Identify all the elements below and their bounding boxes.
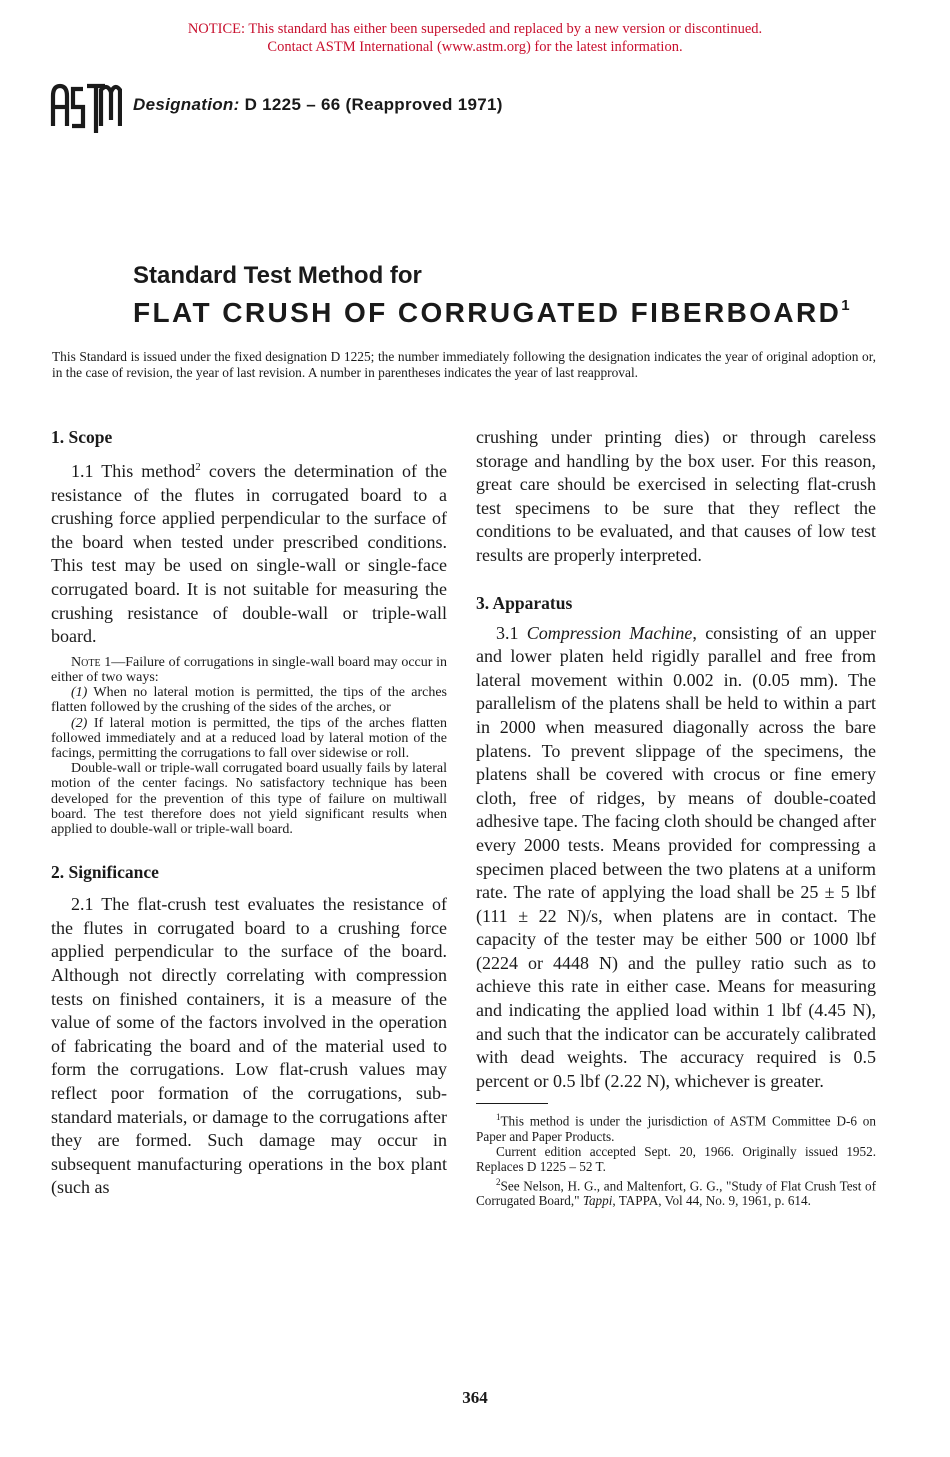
scope-p1-b: covers the determination of the resistance of the flutes in corrugated board to a crushing force applied perpendicular to the surface of the board when tested under prescribed conditions. This test may be used on single-wall or single-face corrugated board. It is not suitable for measuring the crushing resistance of double-wall or triple-wall board. xyxy=(51,461,448,647)
designation-value: D 1225 – 66 (Reapproved 1971) xyxy=(244,95,503,114)
title-main: FLAT CRUSH OF CORRUGATED FIBERBOARD xyxy=(133,297,842,328)
designation xyxy=(133,95,503,115)
title-footnote-mark: 1 xyxy=(841,297,850,314)
significance-paragraph: 2.1 The flat-crush test evaluates the resistance of the flutes in corrugated board to a crushing force applied perpendicular to the surface of the board. Although not directly correlating with compression tests on finished containers, it is a measure of the value of some of the factors involved in the operation of fabricating the board and of the material used to form the corrugations. Low flat-crush values may reflect poor formation of the corrugations, sub-standard materials, or damage to the corrugations after they are formed. Such damage may occur in subsequent manufacturing operations in the box plant (such as xyxy=(51,894,447,1198)
note-label: Note 1 xyxy=(71,654,112,670)
note-intro-text: —Failure of corrugations in single-wall board may occur in either of two ways: xyxy=(51,654,447,685)
note-item-1-text: When no lateral motion is permitted, the tips of the arches flatten followed by the crushing of the sides of the arches, or xyxy=(51,685,447,716)
footnote-2-journal: Tappi xyxy=(582,1193,613,1209)
footnote-1-mark: 1 xyxy=(496,1112,501,1123)
apparatus-body: , consisting of an upper and lower platen held rigidly parallel and free from lateral movement within 0.002 in. (0.05 mm). The parallelism of the platens shall be held to within a part in 2000 when measured diagonally across the bare platens. To prevent slippage of the specimens, the platens shall be covered with crocus or fine emery cloth, free of ridges, by means of double-coated adhesive tape. The facing cloth should be changed after every 2000 tests. Means provided for compressing a specimen placed between the two platens at a uniform rate. The rate of applying the load shall be 25 ± 5 lbf (111 ± 22 N)/s, when platens are in contact. The capacity of the tester may be either 500 or 1000 lbf (2224 or 4448 N) and the pulley ratio such as to achieve this rate in either case. Means for measuring and indicating the applied load within 1 lbf (4.45 N), and such that the indicator can be accurately calibrated with dead weights. The accuracy required is 0.5 percent or 0.5 lbf (2.22 N), whichever is greater. xyxy=(476,622,877,1091)
logo-text: ASTM xyxy=(49,80,52,81)
apparatus-term: Compression Machine xyxy=(526,622,693,643)
scope-p1-sup: 2 xyxy=(195,461,201,473)
right-column xyxy=(476,426,876,1208)
footnote-rule xyxy=(476,1103,548,1104)
astm-logo-icon xyxy=(49,80,122,136)
footnote-2-text-b: , TAPPA, Vol 44, No. 9, 1961, p. 614. xyxy=(612,1193,811,1209)
section-heading-apparatus: 3. Apparatus xyxy=(476,592,573,613)
footnote-1-edition: Current edition accepted Sept. 20, 1966. Originally issued 1952. Replaces D 1225 – 52 T. xyxy=(476,1144,876,1175)
note-item-2-num: (2) xyxy=(71,715,88,731)
issued-statement: This Standard is issued under the fixed designation D 1225; the number immediately following the designation indicates the year of original adoption or, in the case of revision, the year of last revision. A number in parentheses indicates the year of last reapproval. xyxy=(52,349,876,380)
note-item-1 xyxy=(51,685,447,715)
scope-paragraph xyxy=(51,456,447,649)
footnote-2-mark: 2 xyxy=(496,1176,501,1187)
section-heading-scope: 1. Scope xyxy=(51,427,113,447)
scope-p1-a: 1.1 This method xyxy=(71,461,196,481)
apparatus-num: 3.1 xyxy=(496,622,527,643)
note-intro xyxy=(51,655,447,685)
notice-line-1: NOTICE: This standard has either been superseded and replaced by a new version or discontinued. xyxy=(187,21,763,37)
footnote-1-text: This method is under the jurisdiction of ASTM Committee D-6 on Paper and Paper Products. xyxy=(476,1113,876,1145)
section-heading-significance: 2. Significance xyxy=(51,862,159,883)
page-number: 364 xyxy=(462,1388,488,1407)
footnote-2 xyxy=(476,1175,876,1209)
note-item-1-num: (1) xyxy=(71,685,88,701)
left-column xyxy=(51,426,447,1200)
note-paragraph-3: Double-wall or triple-wall corrugated board usually fails by lateral motion of the center facings. No satisfactory technique has been developed for the prevention of this type of failure on multiwall board. The test therefore does not yield significant results when applied to double-wall or triple-wall board. xyxy=(51,761,447,837)
note-item-2 xyxy=(51,716,447,762)
title-line-1: Standard Test Method for xyxy=(133,262,422,289)
notice-line-2: Contact ASTM International (www.astm.org) for the latest information. xyxy=(267,39,683,55)
designation-label: Designation: xyxy=(133,95,240,114)
significance-continued: crushing under printing dies) or through careless storage and handling by the box user. For this reason, great care should be exercised in selecting flat-crush test specimens to be sure that they reflect the conditions to be evaluated, and that causes of low test results are properly interpreted. xyxy=(476,427,876,565)
title-line-2 xyxy=(133,297,850,329)
footnote-1 xyxy=(476,1110,876,1144)
apparatus-paragraph xyxy=(476,622,876,1094)
note-item-2-text: If lateral motion is permitted, the tips of the arches flatten followed immediately and at a reduced load by lateral motion of the facings, permitting the corrugations to fall over sidewise or roll. xyxy=(51,715,447,761)
footnote-2-text-a: See Nelson, H. G., and Maltenfort, G. G., "Study of Flat Crush Test of Corrugated Board," xyxy=(476,1178,876,1209)
